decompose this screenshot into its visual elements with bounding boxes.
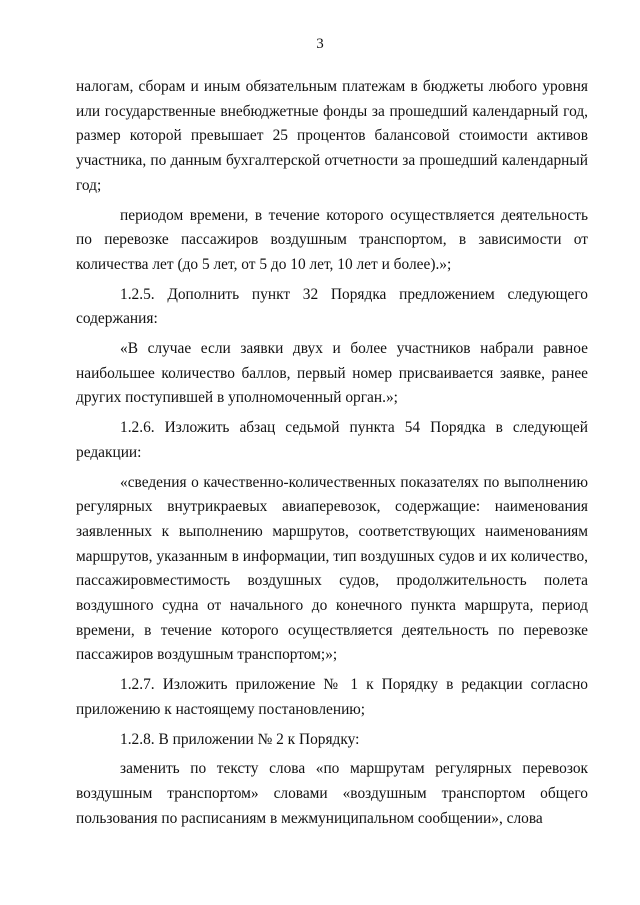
document-body	[76, 75, 588, 831]
page-number: 3	[316, 36, 324, 52]
paragraph-debt-criteria-continuation: налогам, сборам и иным обязательным платежам в бюджеты любого уровня или государственные внебюджетные фонды за прошедший календарный год, размер которой превышает 25 процентов балансовой стоимости активов участника, по данным бухгалтерской отчетности за прошедший календарный год;	[76, 78, 588, 194]
paragraph-operation-period: периодом времени, в течение которого осуществляется деятельность по перевозке пассажиров воздушным транспортом, в зависимости от количества лет (до 5 лет, от 5 до 10 лет, 10 лет и более).»;	[76, 206, 588, 273]
paragraph-replace-words: заменить по тексту слова «по маршрутам регулярных перевозок воздушным транспортом» словами «воздушным транспортом общего пользования по расписаниям в межмуниципальном сообщении», слова	[76, 760, 588, 827]
paragraph-item-1-2-5: 1.2.5. Дополнить пункт 32 Порядка предложением следующего содержания:	[76, 285, 588, 328]
paragraph-item-1-2-7: 1.2.7. Изложить приложение № 1 к Порядку в редакции согласно приложению к настоящему постановлению;	[76, 676, 588, 718]
paragraph-item-1-2-8: 1.2.8. В приложении № 2 к Порядку:	[120, 730, 360, 748]
paragraph-equal-score-rule: «В случае если заявки двух и более участников набрали равное наибольшее количество баллов, первый номер присваивается заявке, ранее других поступившей в уполномоченный орган.»;	[76, 340, 588, 407]
paragraph-item-1-2-6: 1.2.6. Изложить абзац седьмой пункта 54 Порядка в следующей редакции:	[76, 419, 588, 461]
paragraph-flight-indicators: «сведения о качественно-количественных показателях по выполнению регулярных внутрикраевых авиаперевозок, содержащие: наименования заявленных к выполнению маршрутов, соответствующих наименованиям маршрутов, указанным в информации, тип воздушных судов и их количество, пассажировместимость воздушных судов, продолжительность полета воздушного судна от начального до конечного пункта маршрута, период времени, в течение которого осуществляется деятельность по перевозке пассажиров воздушным транспортом;»;	[76, 473, 588, 664]
